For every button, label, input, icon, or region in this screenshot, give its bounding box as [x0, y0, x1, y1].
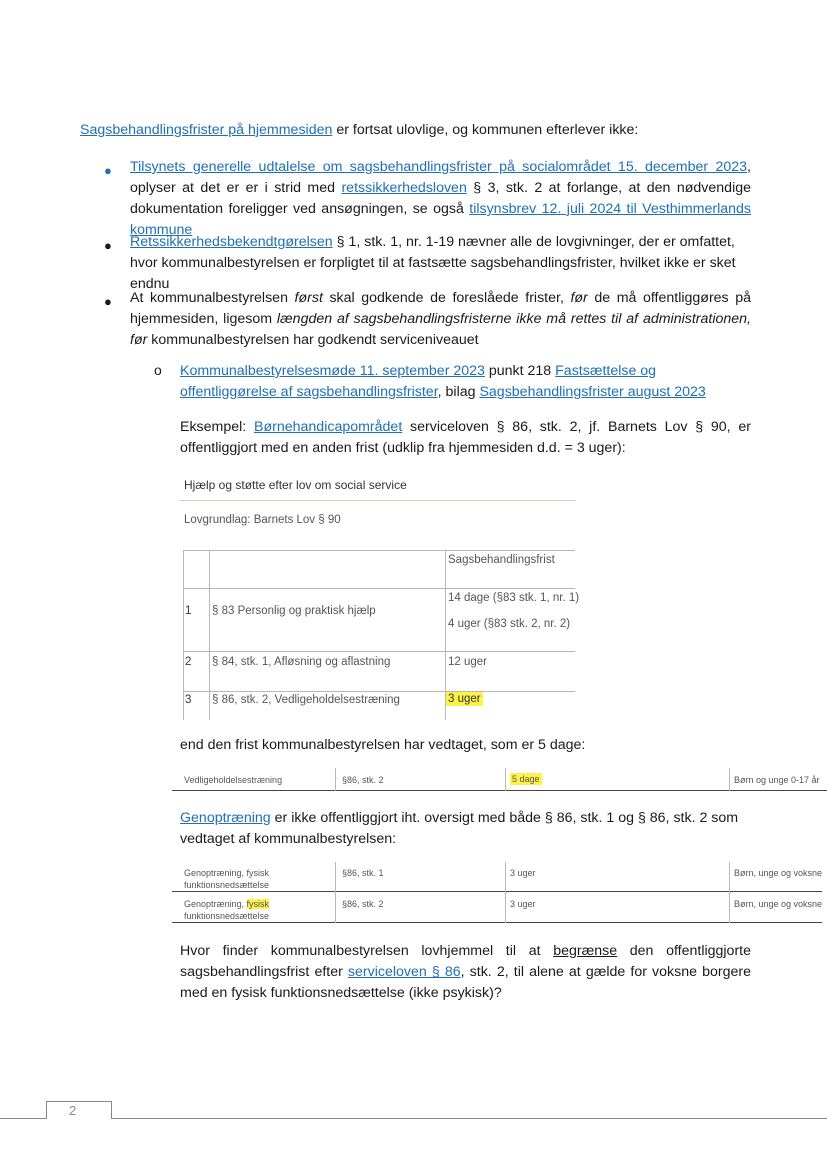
sub1-t2: , bilag — [437, 384, 480, 400]
example-t1: Eksempel: — [180, 419, 254, 435]
question-t2: den offentliggjorte sagsbehandlingsfrist efter — [180, 943, 751, 980]
strip1-c1: Vedligeholdelsestræning — [184, 775, 283, 785]
clip-row-num: 3 — [185, 694, 192, 706]
clip-row-num: 2 — [185, 656, 192, 668]
link-sagsbehandlingsfrister-hjemmesiden[interactable]: Sagsbehandlingsfrister på hjemmesiden — [80, 122, 333, 138]
table-line — [183, 691, 575, 692]
clip-row-label: § 84, stk. 1, Afløsning og aflastning — [212, 656, 391, 668]
footer-line — [0, 1118, 46, 1119]
sub-bullet-icon: o — [154, 362, 162, 378]
link-genoptraening[interactable]: Genoptræning — [180, 810, 271, 826]
question-t3: , stk. 2, til alene at gælde for voksne borgere med en fysisk funktionsnedsættelse (ikke psykisk)? — [180, 964, 751, 1001]
clip-row-num: 1 — [185, 605, 192, 617]
bullet-item-godkendelse — [130, 288, 751, 351]
bullet3-t2: skal godkende de foreslåede frister, — [322, 290, 571, 306]
sub1-t1: punkt 218 — [484, 363, 556, 379]
after-table-text: end den frist kommunalbestyrelsen har vedtaget, som er 5 dage: — [180, 737, 586, 753]
strip-line — [172, 891, 822, 892]
strip1-c2: §86, stk. 2 — [342, 775, 384, 785]
strip-genoptraening — [172, 862, 822, 924]
strip2-r1-c1a: Genoptræning, fysisk — [184, 868, 270, 878]
table-line — [183, 651, 575, 652]
strip2-r2-c2: §86, stk. 2 — [342, 899, 384, 909]
strip-line — [335, 862, 336, 923]
bullet3-i3: længden af sagsbehandlingsfristerne ikke må rettes til af administrationen, før — [130, 311, 751, 348]
website-clip — [180, 470, 580, 720]
example-t2: serviceloven § 86, stk. 2, jf. Barnets Lov § 90, er offentliggjort med en anden frist (udklip fra hjemmesiden d.d. = 3 uger): — [180, 419, 751, 456]
link-bornehandicapomradet[interactable]: Børnehandicapområdet — [254, 419, 403, 435]
table-line — [209, 550, 210, 720]
clip-row-label: § 83 Personlig og praktisk hjælp — [212, 605, 376, 617]
bullet3-i2: før — [570, 290, 588, 306]
genoptraening-paragraph — [180, 808, 755, 850]
footer-line — [111, 1118, 827, 1119]
strip1-c4: Børn og unge 0-17 år — [734, 775, 820, 785]
bullet1-text2: § 3, stk. 2 at forlange, at den nødvendige dokumentation foreligger ved ansøgningen, se også — [130, 180, 752, 217]
link-retssikkerhedsloven[interactable]: retssikkerhedsloven — [341, 180, 467, 196]
link-sagsbehandlingsfrister-august[interactable]: Sagsbehandlingsfrister august 2023 — [479, 384, 706, 400]
strip-line — [335, 768, 336, 791]
clip-row-frist: 12 uger — [448, 656, 488, 668]
strip2-r2-c1b: funktionsnedsættelse — [184, 911, 270, 921]
strip2-r2-c1a — [184, 898, 269, 910]
footer — [0, 1101, 827, 1121]
bullet3-t4: kommunalbestyrelsen har godkendt serviceniveauet — [147, 332, 479, 348]
table-line — [183, 550, 575, 551]
link-serviceloven-86[interactable]: serviceloven § 86 — [347, 964, 461, 980]
example-paragraph — [180, 417, 751, 459]
strip2-r2-c1a-highlighted: fysisk — [246, 899, 270, 909]
clip-header-frist: Sagsbehandlingsfrist — [448, 554, 555, 566]
strip2-r2-c4: Børn, unge og voksne — [734, 899, 823, 909]
table-line — [183, 588, 575, 589]
question-u1: begrænse — [553, 943, 618, 959]
link-fastsaettelse[interactable]: Fastsættelse og offentliggørelse af sagsbehandlingsfrister — [180, 363, 657, 400]
bullet3-i1: først — [294, 290, 323, 306]
clip-lovgrundlag: Lovgrundlag: Barnets Lov § 90 — [184, 514, 341, 526]
clip-row-label: § 86, stk. 2, Vedligeholdelsestræning — [212, 694, 400, 706]
strip2-r1-c4: Børn, unge og voksne — [734, 868, 823, 878]
question-paragraph — [180, 941, 751, 1004]
strip-line — [505, 862, 506, 923]
strip2-r1-c3: 3 uger — [510, 868, 536, 878]
bullet1-text1: , oplyser at det er er i strid med — [130, 159, 751, 196]
table-line — [183, 550, 184, 720]
strip-vedligeholdelse — [172, 768, 827, 792]
question-t1: Hvor finder kommunalbestyrelsen lovhjemmel til at — [180, 943, 554, 959]
bullet-icon: ● — [104, 238, 112, 253]
bullet3-t3: de må offentliggøres på hjemmesiden, ligesom — [130, 290, 751, 327]
bullet2-text: § 1, stk. 1, nr. 1-19 nævner alle de lovgivninger, der er omfattet, hvor kommunalbestyrelsen er forpligtet til at fastsætte sagsbehandlingsfrister, hvilket ikke er sket endnu — [130, 234, 736, 292]
genop-t1: er ikke offentliggjort iht. oversigt med både § 86, stk. 1 og § 86, stk. 2 som vedtaget af kommunalbestyrelsen: — [180, 810, 739, 847]
strip2-r2-c3: 3 uger — [510, 899, 536, 909]
bullet3-t1: At kommunalbestyrelsen — [130, 290, 295, 306]
clip-divider — [180, 500, 576, 501]
strip2-r1-c1b: funktionsnedsættelse — [184, 880, 270, 890]
clip-title: Hjælp og støtte efter lov om social service — [184, 478, 407, 492]
clip-row-frist: 4 uger (§83 stk. 2, nr. 2) — [448, 618, 571, 630]
intro-paragraph — [80, 120, 760, 141]
clip-row-frist: 14 dage (§83 stk. 1, nr. 1) — [448, 592, 580, 604]
link-tilsynets-udtalelse[interactable]: Tilsynets generelle udtalelse om sagsbehandlingsfrister på socialområdet 15. december 2023 — [130, 159, 748, 175]
strip-line — [172, 922, 822, 923]
link-retssikkerhedsbekendtgorelsen[interactable]: Retssikkerhedsbekendtgørelsen — [130, 234, 333, 250]
clip-row-frist-highlighted: 3 uger — [448, 693, 481, 705]
bullet-icon: ● — [104, 163, 112, 178]
strip1-c3-highlighted: 5 dage — [512, 774, 540, 784]
bullet-item-retssikkerhed — [130, 232, 754, 295]
intro-text: er fortsat ulovlige, og kommunen efterlever ikke: — [332, 122, 639, 138]
page-number: 2 — [69, 1103, 77, 1118]
link-tilsynsbrev[interactable]: tilsynsbrev 12. juli 2024 til Vesthimmerlands kommune — [130, 201, 751, 238]
strip-line — [505, 768, 506, 791]
bullet-icon: ● — [104, 294, 112, 309]
link-kommunalbestyrelsesmode[interactable]: Kommunalbestyrelsesmøde 11. september 2023 — [180, 363, 485, 379]
bullet-item-tilsyn — [130, 157, 751, 241]
page-number-box — [46, 1101, 112, 1119]
sub-item-kommunalbestyrelsesmode — [180, 361, 755, 403]
strip2-r2-c1a-pre: Genoptræning, — [184, 899, 247, 909]
strip-line — [729, 768, 730, 791]
strip2-r1-c2: §86, stk. 1 — [342, 868, 384, 878]
strip-line — [729, 862, 730, 923]
